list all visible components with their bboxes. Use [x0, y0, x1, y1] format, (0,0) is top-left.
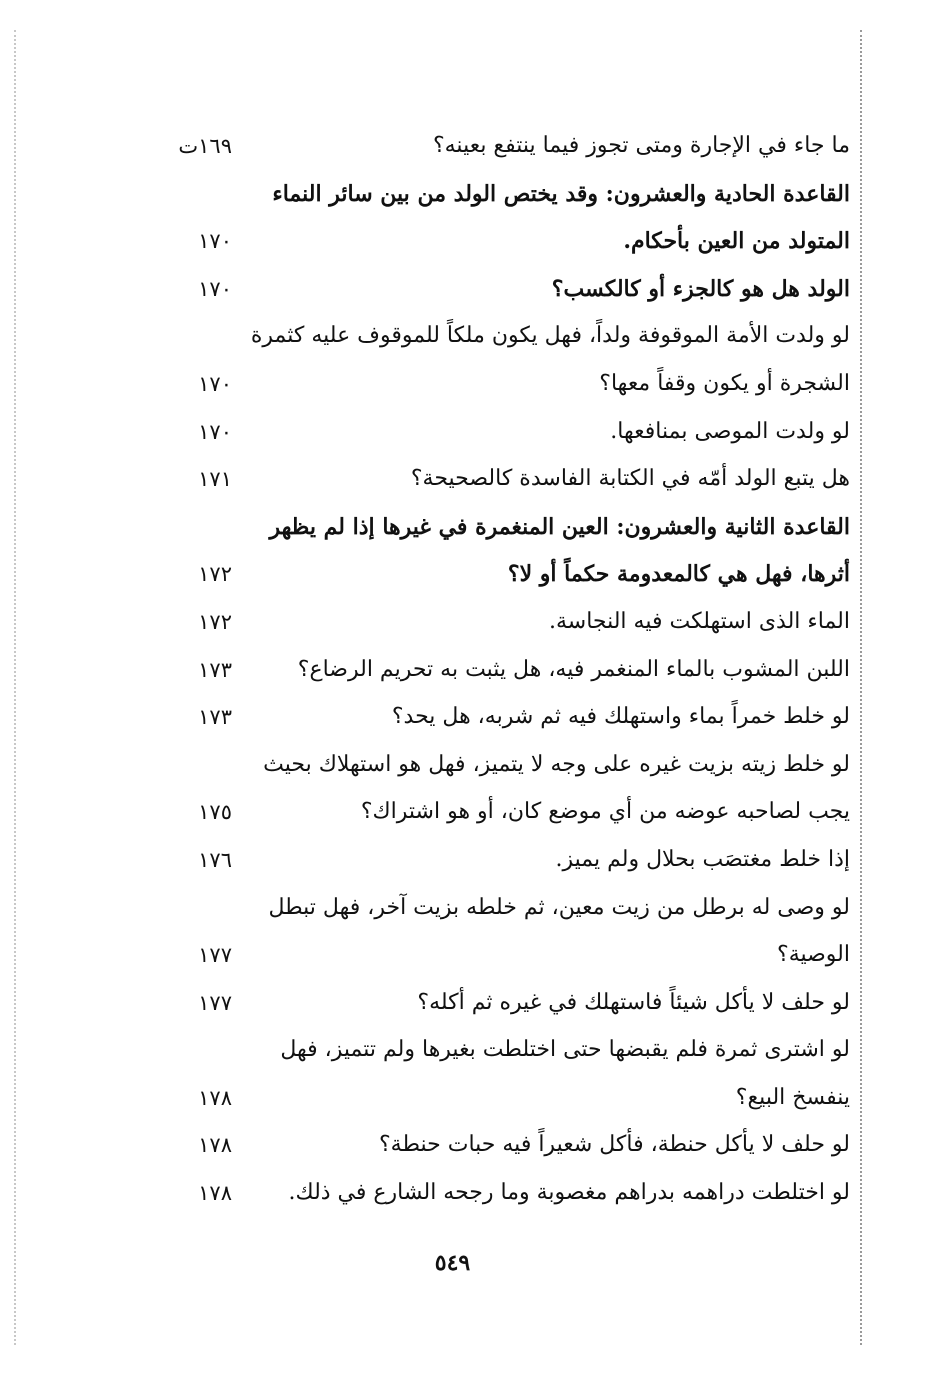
toc-entry-text: الماء الذى استهلكت فيه النجاسة. [548, 608, 850, 634]
toc-entry-page: ١٧٣ [198, 657, 232, 682]
toc-entry [140, 836, 855, 884]
toc-entry [140, 455, 855, 503]
toc-entry-text: القاعدة الثانية والعشرون: العين المنغمرة في غيرها إذا لم يظهر [269, 513, 850, 540]
left-margin-dots [14, 30, 16, 1345]
toc-entry-text: ما جاء في الإجارة ومتى تجوز فيما ينتفع بعينه؟ [432, 133, 850, 158]
toc-entry [140, 741, 855, 789]
toc-entry [140, 265, 855, 313]
toc-entry-text: هل يتبع الولد أمّه في الكتابة الفاسدة كالصحيحة؟ [410, 466, 850, 492]
toc-entry [140, 217, 855, 265]
page-number: ٥٤٩ [434, 1250, 471, 1276]
toc-entry-text: أثرها، فهل هي كالمعدومة حكماً أو لا؟ [507, 561, 850, 588]
toc-entry-text: القاعدة الحادية والعشرون: وقد يختص الولد من بين سائر النماء [272, 180, 850, 207]
toc-entry [140, 503, 855, 551]
toc-entry-page: ١٧٣ [198, 705, 232, 730]
toc-entry-page: ١٧٠ [198, 371, 232, 396]
toc-entry [140, 931, 855, 979]
toc-entry-text: لو ولدت الموصى بمنافعها. [610, 418, 850, 444]
toc-entry-page: ١٧٧ [198, 990, 232, 1015]
toc-entry-page: ١٧٠ [198, 276, 232, 301]
toc-entry-page: ١٧٦ [198, 847, 232, 872]
toc-entry [140, 1169, 855, 1217]
toc-entry-page: ١٧٨ [198, 1133, 232, 1158]
toc-entry [140, 550, 855, 598]
toc-entry [140, 122, 855, 170]
toc-entry [140, 646, 855, 694]
toc-entry [140, 693, 855, 741]
toc-entry [140, 1121, 855, 1169]
toc-entry-page: ١٧٥ [198, 800, 232, 825]
toc-entry [140, 884, 855, 932]
toc-entry-page: ١٧٠ [198, 229, 232, 254]
toc-entry-text: اللبن المشوب بالماء المنغمر فيه، هل يثبت به تحريم الرضاع؟ [297, 656, 850, 682]
toc-entry-text: لو اختلطت دراهمه بدراهم مغصوبة وما رجحه الشارع في ذلك. [288, 1180, 850, 1206]
toc-entry-text: لو حلف لا يأكل شيئاً فاستهلك في غيره ثم أكله؟ [417, 989, 850, 1015]
toc-entry-text: لو خلط خمراً بماء واستهلك فيه ثم شربه، هل يحد؟ [391, 704, 850, 730]
toc-entry-text: المتولد من العين بأحكام. [623, 228, 850, 255]
toc-entry-text: إذا خلط مغتصَب بحلال ولم يميز. [555, 846, 850, 872]
toc-entry-page: ١٧٢ [198, 562, 232, 587]
toc-entry-page: ١٧٨ [198, 1085, 232, 1110]
toc-entry-page: ١٧١ [198, 467, 232, 492]
toc-entry-text: لو وصى له برطل من زيت معين، ثم خلطه بزيت آخر، فهل تبطل [268, 894, 850, 920]
toc-entry-page: ١٦٩ت [178, 134, 232, 158]
toc-entry-text: لو حلف لا يأكل حنطة، فأكل شعيراً فيه حبات حنطة؟ [378, 1132, 850, 1158]
toc-entry-text: لو خلط زيته بزيت غيره على وجه لا يتميز، فهل هو استهلاك بحيث [263, 751, 850, 777]
toc-entry-text: لو ولدت الأمة الموقوفة ولداً، فهل يكون ملكاً للموقوف عليه كثمرة [250, 323, 850, 349]
toc-entry [140, 788, 855, 836]
toc-entry [140, 979, 855, 1027]
toc-entry-text: الولد هل هو كالجزء أو كالكسب؟ [551, 275, 850, 302]
toc-entry-page: ١٧٠ [198, 419, 232, 444]
toc-entry [140, 312, 855, 360]
toc-entry [140, 1026, 855, 1074]
toc-entry [140, 1074, 855, 1122]
toc-entry [140, 360, 855, 408]
toc-entry-text: الوصية؟ [777, 942, 850, 968]
toc-entry-text: لو اشترى ثمرة فلم يقبضها حتى اختلطت بغيرها ولم تتميز، فهل [280, 1037, 850, 1063]
toc-entry [140, 408, 855, 456]
toc-entry-text: يجب لصاحبه عوضه من أي موضع كان، أو هو اشتراك؟ [360, 799, 850, 825]
toc-entry-page: ١٧٧ [198, 943, 232, 968]
toc-entry-page: ١٧٢ [198, 609, 232, 634]
right-margin-dots [860, 30, 862, 1345]
table-of-contents [140, 122, 855, 1217]
toc-entry-text: الشجرة أو يكون وقفاً معها؟ [599, 370, 850, 396]
toc-entry [140, 170, 855, 218]
toc-entry-text: ينفسخ البيع؟ [735, 1084, 850, 1110]
toc-entry [140, 598, 855, 646]
toc-entry-page: ١٧٨ [198, 1181, 232, 1206]
